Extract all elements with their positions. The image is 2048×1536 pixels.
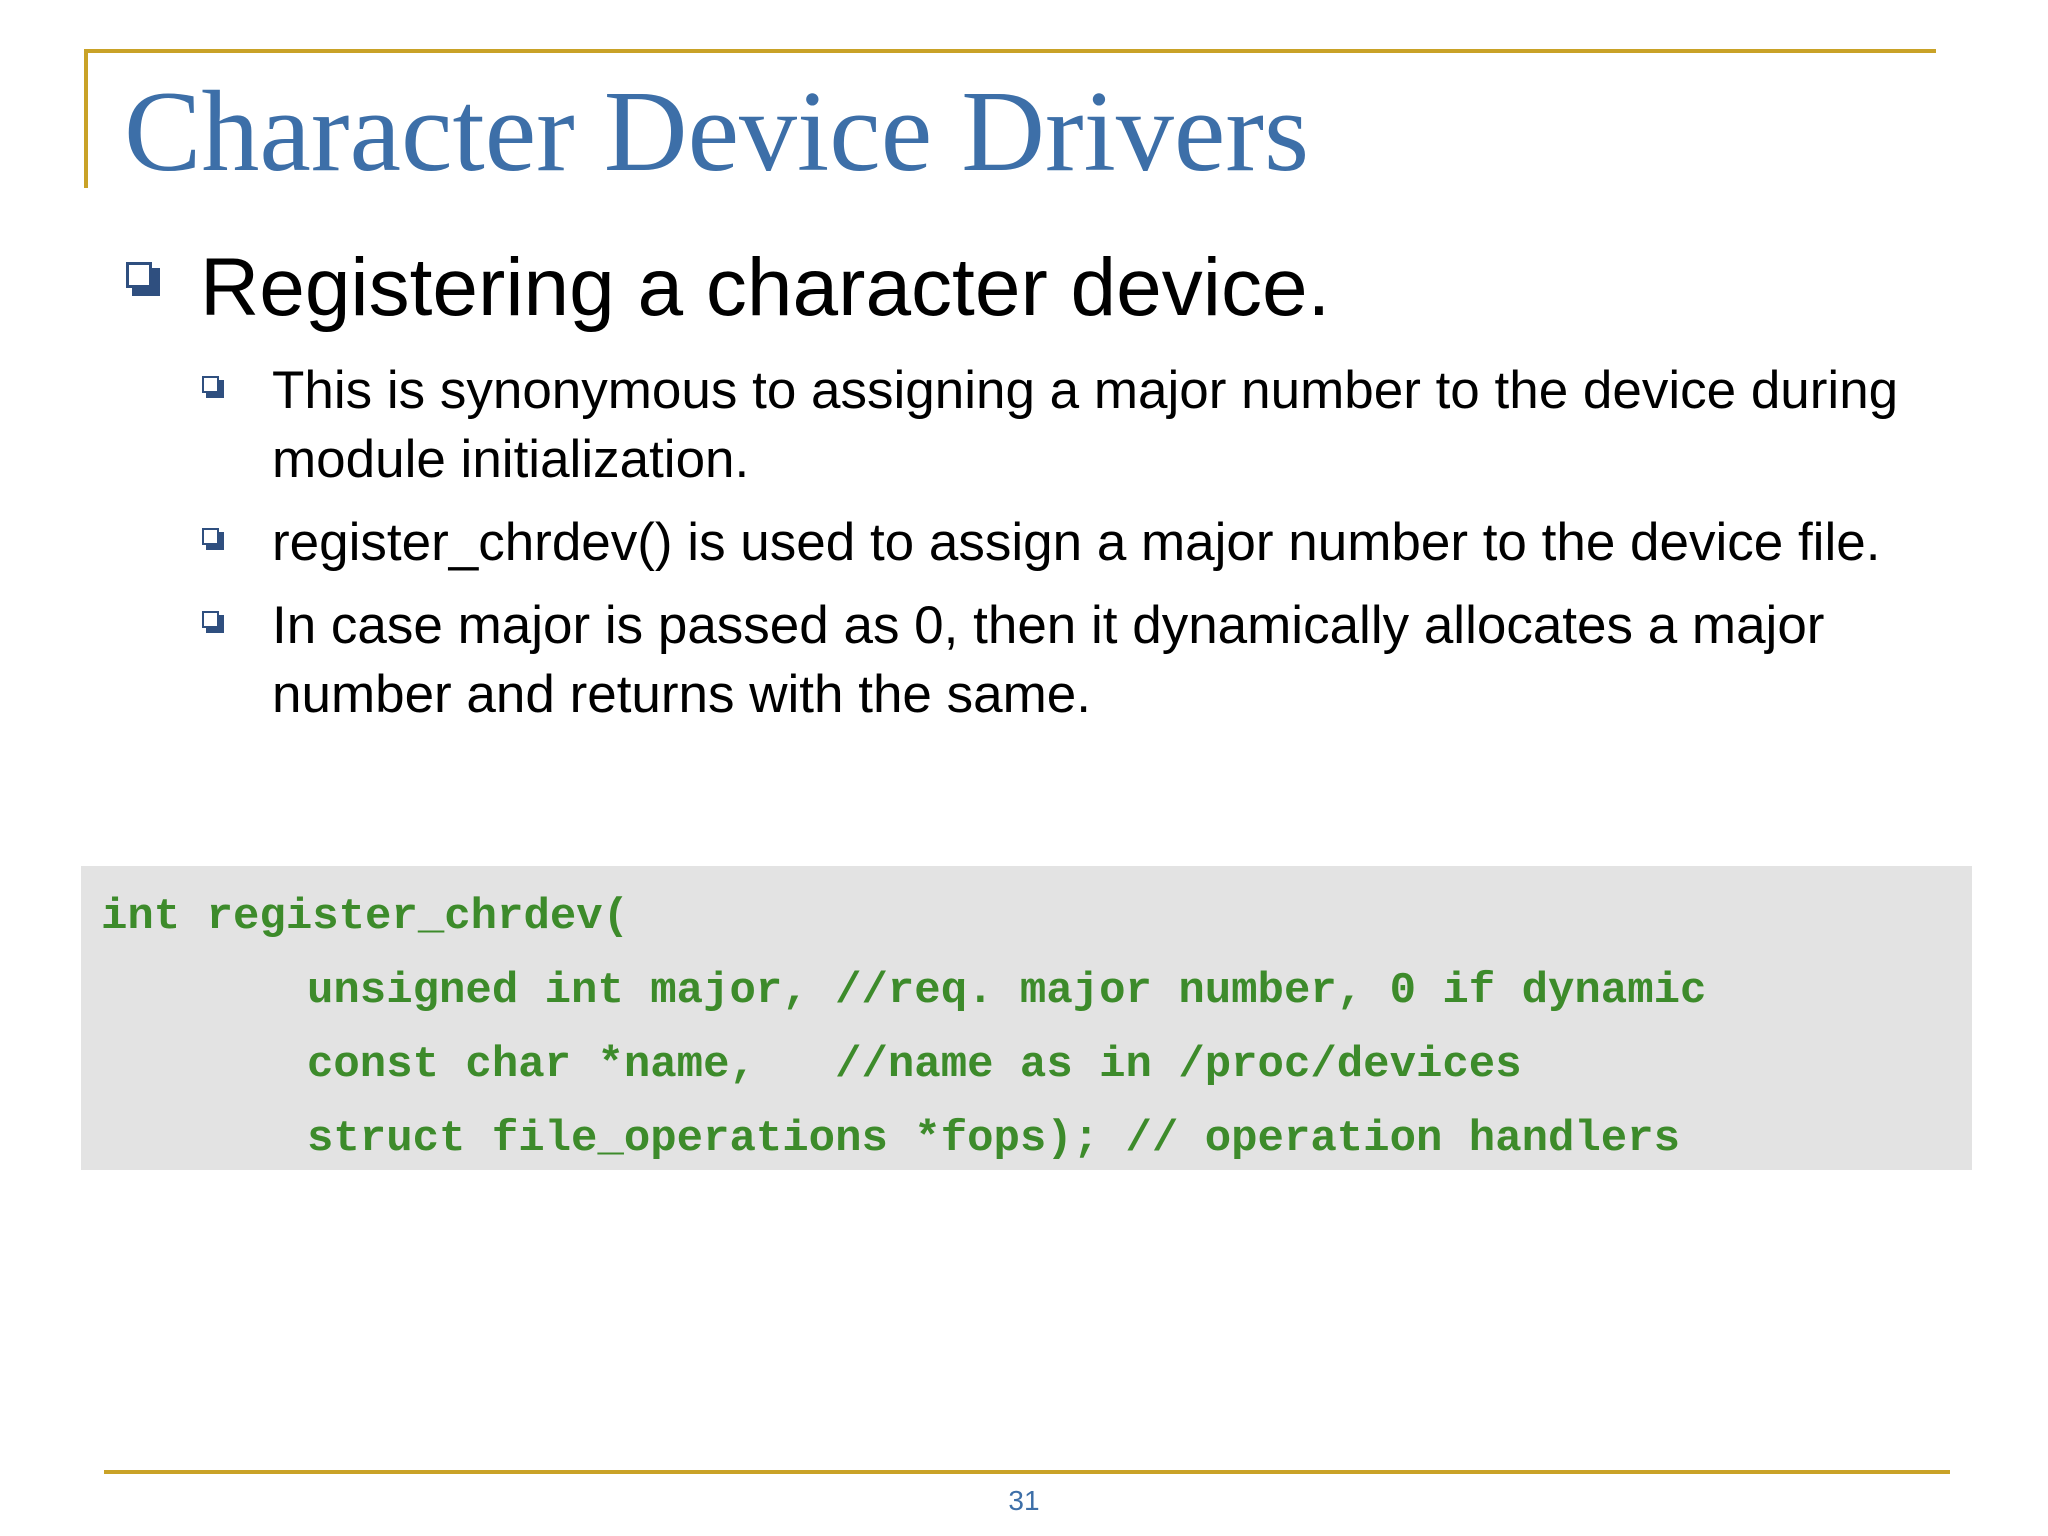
top-rule [84, 49, 1936, 53]
left-rule [84, 49, 88, 188]
square-bullet-icon [202, 528, 224, 550]
sub-bullet-text: register_chrdev() is used to assign a major number to the device file. [272, 513, 1881, 572]
main-bullet [126, 238, 1906, 338]
bottom-rule [104, 1470, 1950, 1474]
slide-title: Character Device Drivers [124, 68, 1310, 196]
code-block [81, 866, 1972, 1170]
square-bullet-icon [126, 262, 160, 296]
sub-bullet [202, 356, 1922, 494]
square-bullet-icon [202, 376, 224, 398]
square-bullet-icon [202, 611, 224, 633]
code-line: unsigned int major, //req. major number, 0 if dynamic [307, 966, 1707, 1016]
code-line: struct file_operations *fops); // operation handlers [307, 1114, 1681, 1164]
code-line: const char *name, //name as in /proc/devices [307, 1040, 1522, 1090]
sub-bullet-list [202, 356, 1922, 743]
page-number: 31 [1008, 1485, 1040, 1516]
sub-bullet [202, 508, 1922, 577]
main-bullet-text: Registering a character device. [200, 242, 1331, 333]
sub-bullet [202, 591, 1922, 729]
code-line: int register_chrdev( [101, 892, 630, 942]
sub-bullet-text: In case major is passed as 0, then it dynamically allocates a major number and returns with the same. [272, 596, 1825, 724]
sub-bullet-text: This is synonymous to assigning a major number to the device during module initialization. [272, 361, 1899, 489]
